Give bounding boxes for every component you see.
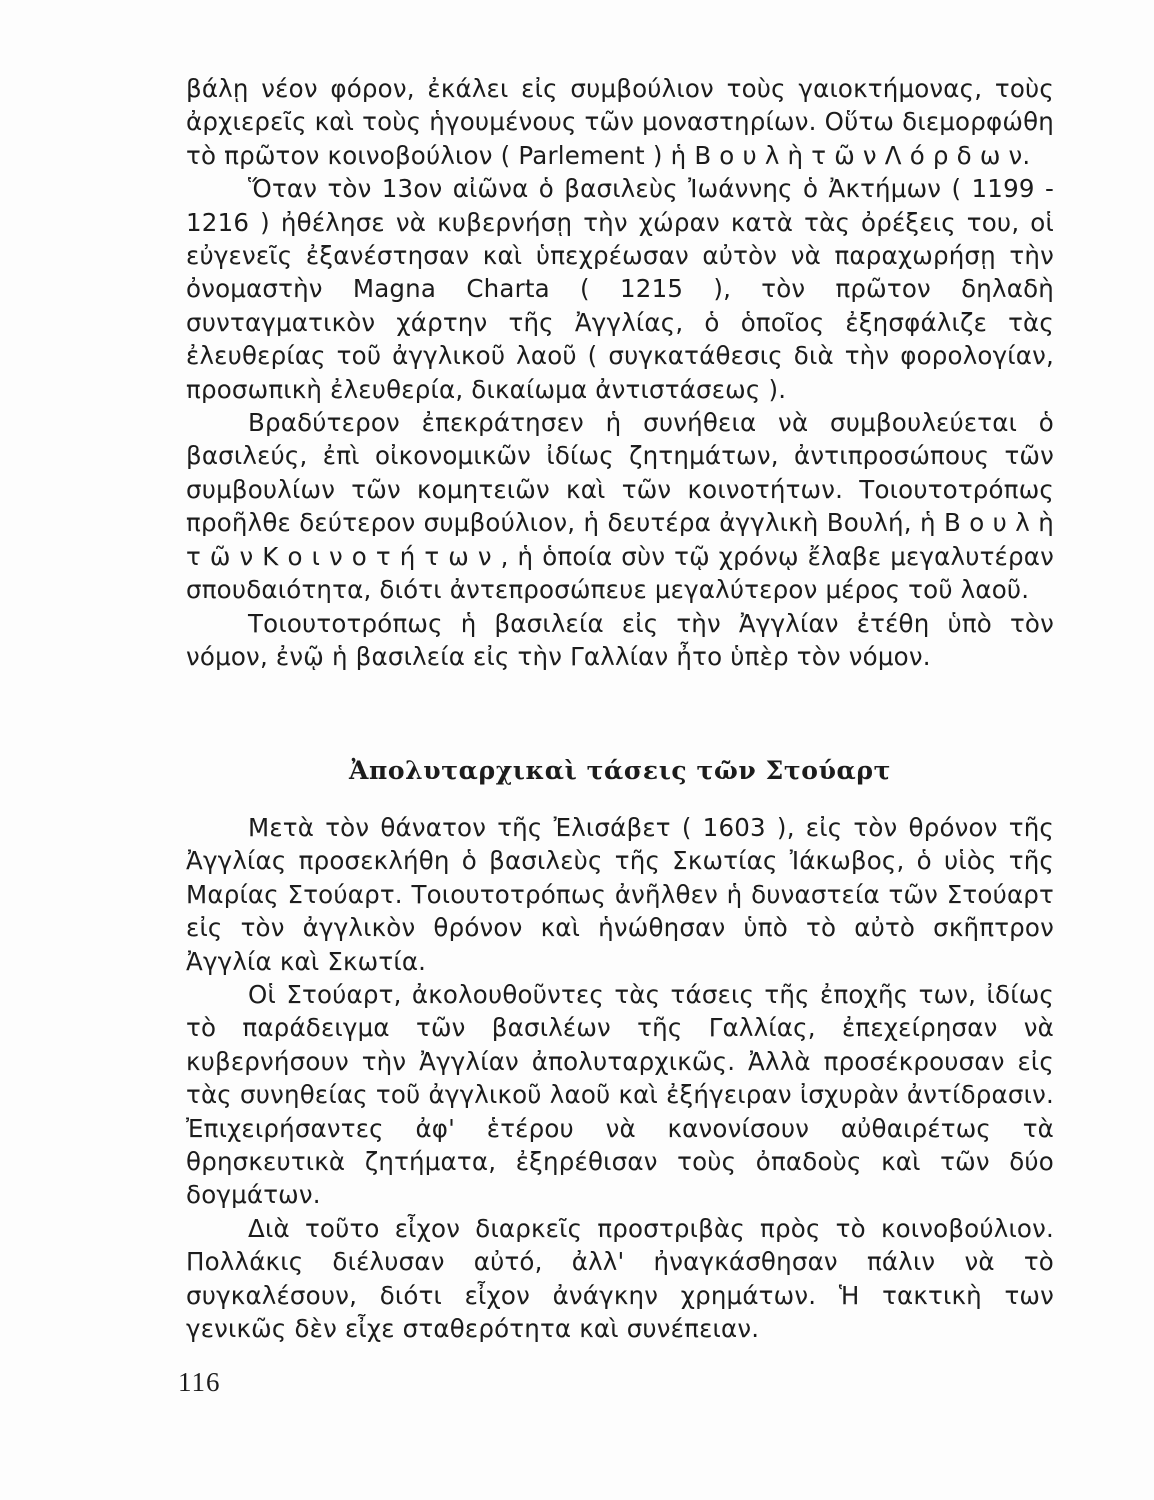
paragraph-parliament-friction: Διὰ τοῦτο εἶχον διαρκεῖς προστριβὰς πρὸς τὸ κοινοβούλιον. Πολλάκις διέλυσαν αὐτό, ἀλλ' ἠναγκάσθησαν πάλιν νὰ τὸ συγκαλέσουν, διότι εἶχον ἀνάγκην χρημάτων. Ἡ τακτικὴ των γενικῶς δὲν εἶχε σταθερότητα καὶ συνέπειαν. bbox=[186, 1213, 1054, 1344]
paragraph-stuart-succession: Μετὰ τὸν θάνατον τῆς Ἐλισάβετ ( 1603 ), εἰς τὸν θρόνον τῆς Ἀγγλίας προσεκλήθη ὁ βασιλεὺς τῆς Σκωτίας Ἰάκωβος, ὁ υἱὸς τῆς Μαρίας Στούαρτ. Τοιουτοτρόπως ἀνῆλθεν ἡ δυναστεία τῶν Στούαρτ εἰς τὸν ἀγγλικὸν θρόνον καὶ ἡνώθησαν ὑπὸ τὸ αὐτὸ σκῆπτρον Ἀγγλία καὶ Σκωτία. bbox=[186, 813, 1054, 976]
paragraph-monarchy-law: Τοιουτοτρόπως ἡ βασιλεία εἰς τὴν Ἀγγλίαν ἐτέθη ὑπὸ τὸν νόμον, ἐνῷ ἡ βασιλεία εἰς τὴν Γαλλίαν ἦτο ὑπὲρ τὸν νόμον. bbox=[186, 608, 1054, 671]
text-block-lower bbox=[186, 811, 1054, 1346]
section-heading: Ἀπολυταρχικαὶ τάσεις τῶν Στούαρτ bbox=[348, 756, 892, 785]
paragraph-stuart-absolutism: Οἱ Στούαρτ, ἀκολουθοῦντες τὰς τάσεις τῆς ἐποχῆς των, ἰδίως τὸ παράδειγμα τῶν βασιλέων τῆς Γαλλίας, ἐπεχείρησαν νὰ κυβερνήσουν τὴν Ἀγγλίαν ἀπολυταρχικῶς. Ἀλλὰ προσέκρουσαν εἰς τὰς συνηθείας τοῦ ἀγγλικοῦ λαοῦ καὶ ἐξήγειραν ἰσχυρὰν ἀντίδρασιν. Ἐπιχειρήσαντες ἀφ' ἑτέρου νὰ κανονίσουν αὐθαιρέτως τὰ θρησκευτικὰ ζητήματα, ἐξηρέθισαν τοὺς ὀπαδοὺς καὶ τῶν δύο δογμάτων. bbox=[186, 980, 1054, 1210]
paragraph-magna-charta: Ὅταν τὸν 13ον αἰῶνα ὁ βασιλεὺς Ἰωάννης ὁ Ἀκτήμων ( 1199 - 1216 ) ἠθέλησε νὰ κυβερνήσῃ τὴν χώραν κατὰ τὰς ὀρέξεις του, οἱ εὐγενεῖς ἐξανέστησαν καὶ ὑπεχρέωσαν αὐτὸν νὰ παραχωρήσῃ τὴν ὀνομαστὴν Magna Charta ( 1215 ), τὸν πρῶτον δηλαδὴ συνταγματικὸν χάρτην τῆς Ἀγγλίας, ὁ ὁποῖος ἐξησφάλιζε τὰς ἐλευθερίας τοῦ ἀγγλικοῦ λαοῦ ( συγκατάθεσις διὰ τὴν φορολογίαν, προσωπικὴ ἐλευθερία, δικαίωμα ἀντιστάσεως ). bbox=[186, 174, 1054, 404]
text-block-upper bbox=[186, 72, 1054, 673]
page-number: 116 bbox=[178, 1367, 221, 1397]
paragraph-house-of-commons: Βραδύτερον ἐπεκράτησεν ἡ συνήθεια νὰ συμβουλεύεται ὁ βασιλεύς, ἐπὶ οἰκονομικῶν ἰδίως ζητημάτων, ἀντιπροσώπους τῶν συμβουλίων τῶν κομητειῶν καὶ τῶν κοινοτήτων. Τοιουτοτρόπως προῆλθε δεύτερον συμβούλιον, ἡ δευτέρα ἀγγλικὴ Βουλή, ἡ Β ο υ λ ὴ τ ῶ ν Κ ο ι ν ο τ ή τ ω ν , ἡ ὁποία σὺν τῷ χρόνῳ ἔλαβε μεγαλυτέραν σπουδαιότητα, διότι ἀντεπροσώπευε μεγαλύτερον μέρος τοῦ λαοῦ. bbox=[186, 408, 1054, 605]
paragraph-continuation: βάλῃ νέον φόρον, ἐκάλει εἰς συμβούλιον τοὺς γαιοκτήμονας, τοὺς ἀρχιερεῖς καὶ τοὺς ἡγουμένους τῶν μοναστηρίων. Οὕτω διεμορφώθη τὸ πρῶτον κοινοβούλιον ( Parlement ) ἡ Β ο υ λ ὴ τ ῶ ν Λ ό ρ δ ω ν. bbox=[186, 74, 1054, 170]
